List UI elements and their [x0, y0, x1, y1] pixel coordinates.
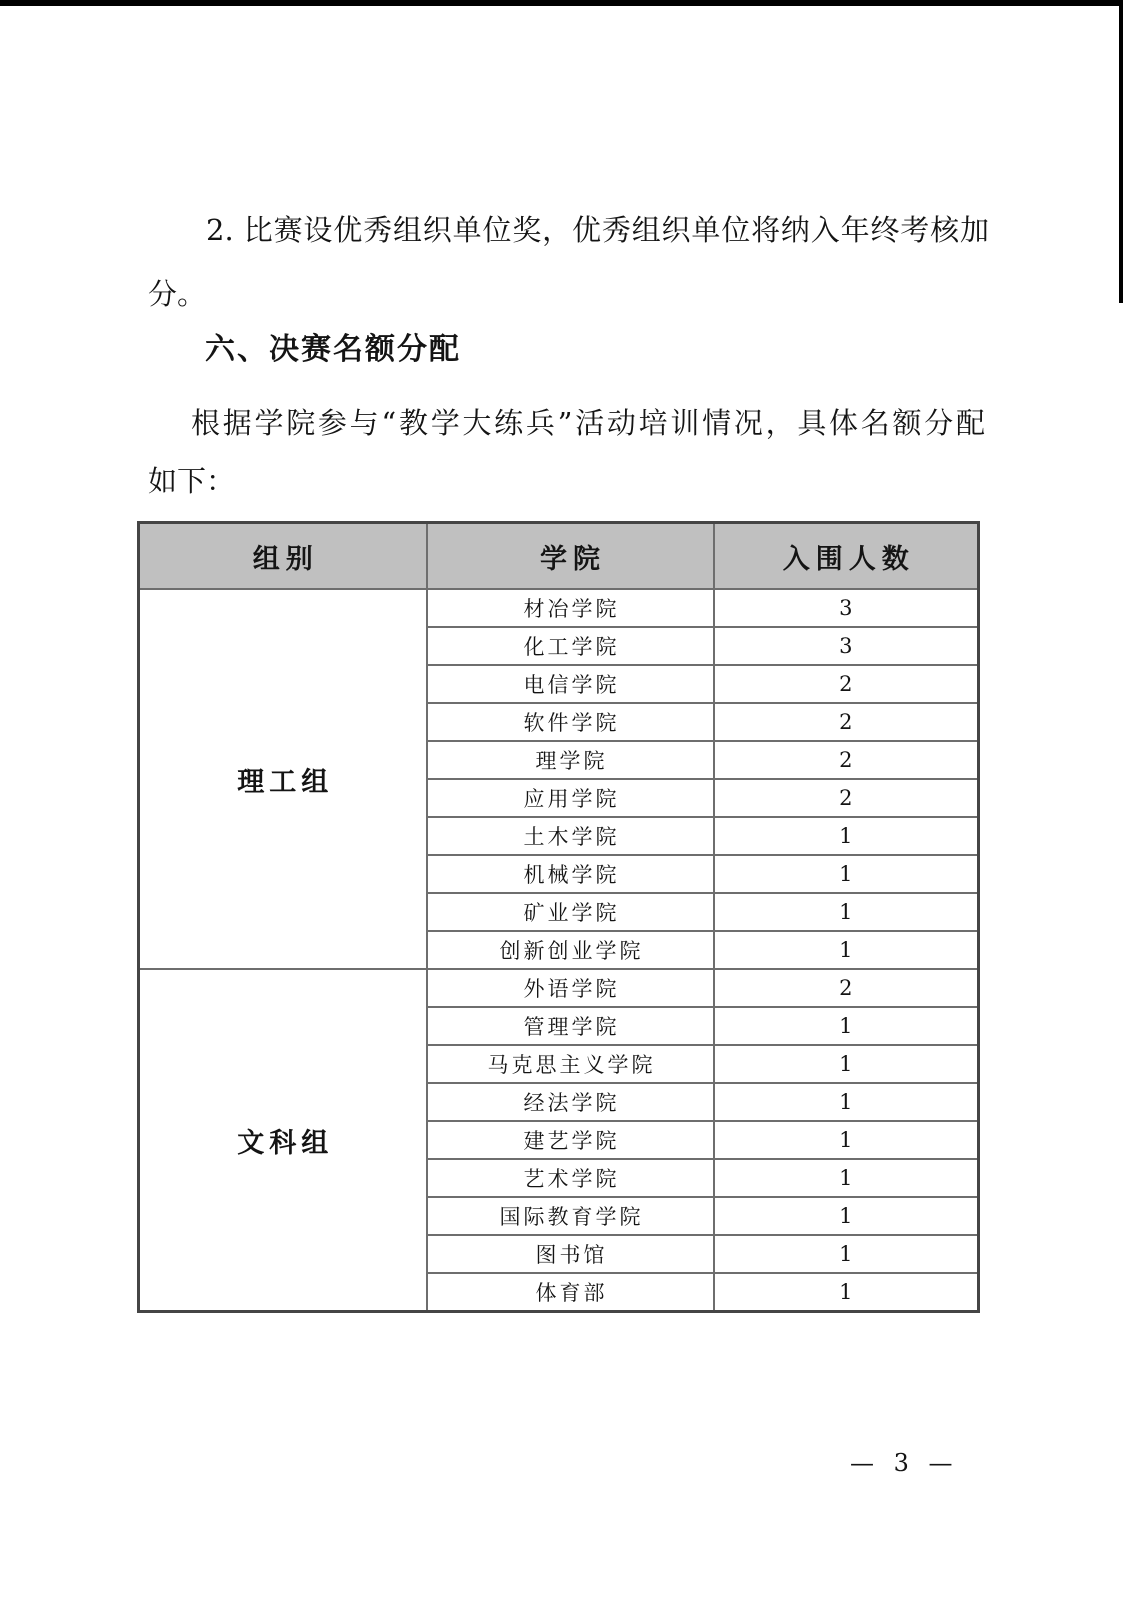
paragraph-award-line2: 分。	[148, 277, 207, 311]
table-row	[139, 589, 979, 627]
count-cell: 2	[714, 779, 979, 817]
count-cell: 1	[714, 1159, 979, 1197]
count-cell: 1	[714, 1235, 979, 1273]
college-cell: 土木学院	[427, 817, 714, 855]
page-number: — 3 —	[850, 1449, 953, 1477]
count-cell: 1	[714, 931, 979, 969]
scan-edge-artifact-top	[0, 0, 1123, 6]
college-cell: 建艺学院	[427, 1121, 714, 1159]
table-header-row	[139, 523, 979, 590]
count-cell: 3	[714, 589, 979, 627]
college-cell: 艺术学院	[427, 1159, 714, 1197]
scan-edge-artifact-right	[1119, 0, 1123, 303]
count-cell: 2	[714, 665, 979, 703]
college-cell: 体育部	[427, 1273, 714, 1312]
section-heading: 六、决赛名额分配	[205, 332, 461, 367]
college-cell: 创新创业学院	[427, 931, 714, 969]
college-cell: 国际教育学院	[427, 1197, 714, 1235]
college-cell: 管理学院	[427, 1007, 714, 1045]
college-cell: 化工学院	[427, 627, 714, 665]
count-cell: 2	[714, 741, 979, 779]
col-header-group: 组别	[139, 523, 427, 590]
college-cell: 图书馆	[427, 1235, 714, 1273]
count-cell: 1	[714, 893, 979, 931]
count-cell: 3	[714, 627, 979, 665]
college-cell: 机械学院	[427, 855, 714, 893]
count-cell: 1	[714, 1083, 979, 1121]
college-cell: 马克思主义学院	[427, 1045, 714, 1083]
count-cell: 1	[714, 1273, 979, 1312]
col-header-college: 学院	[427, 523, 714, 590]
count-cell: 1	[714, 1045, 979, 1083]
col-header-quota: 入围人数	[714, 523, 979, 590]
college-cell: 应用学院	[427, 779, 714, 817]
paragraph-award-line1: 2. 比赛设优秀组织单位奖，优秀组织单位将纳入年终考核加	[206, 213, 989, 247]
paragraph-quota-line2: 如下：	[148, 464, 236, 498]
college-cell: 电信学院	[427, 665, 714, 703]
count-cell: 1	[714, 1197, 979, 1235]
count-cell: 2	[714, 703, 979, 741]
count-cell: 1	[714, 1121, 979, 1159]
table-row	[139, 969, 979, 1007]
college-cell: 理学院	[427, 741, 714, 779]
group-cell-wenke: 文科组	[139, 969, 427, 1312]
college-cell: 外语学院	[427, 969, 714, 1007]
college-cell: 矿业学院	[427, 893, 714, 931]
group-cell-ligong: 理工组	[139, 589, 427, 969]
quota-table	[137, 521, 980, 1313]
college-cell: 软件学院	[427, 703, 714, 741]
college-cell: 材冶学院	[427, 589, 714, 627]
count-cell: 2	[714, 969, 979, 1007]
college-cell: 经法学院	[427, 1083, 714, 1121]
count-cell: 1	[714, 1007, 979, 1045]
paragraph-quota-line1: 根据学院参与“教学大练兵”活动培训情况，具体名额分配	[191, 406, 985, 440]
count-cell: 1	[714, 855, 979, 893]
count-cell: 1	[714, 817, 979, 855]
